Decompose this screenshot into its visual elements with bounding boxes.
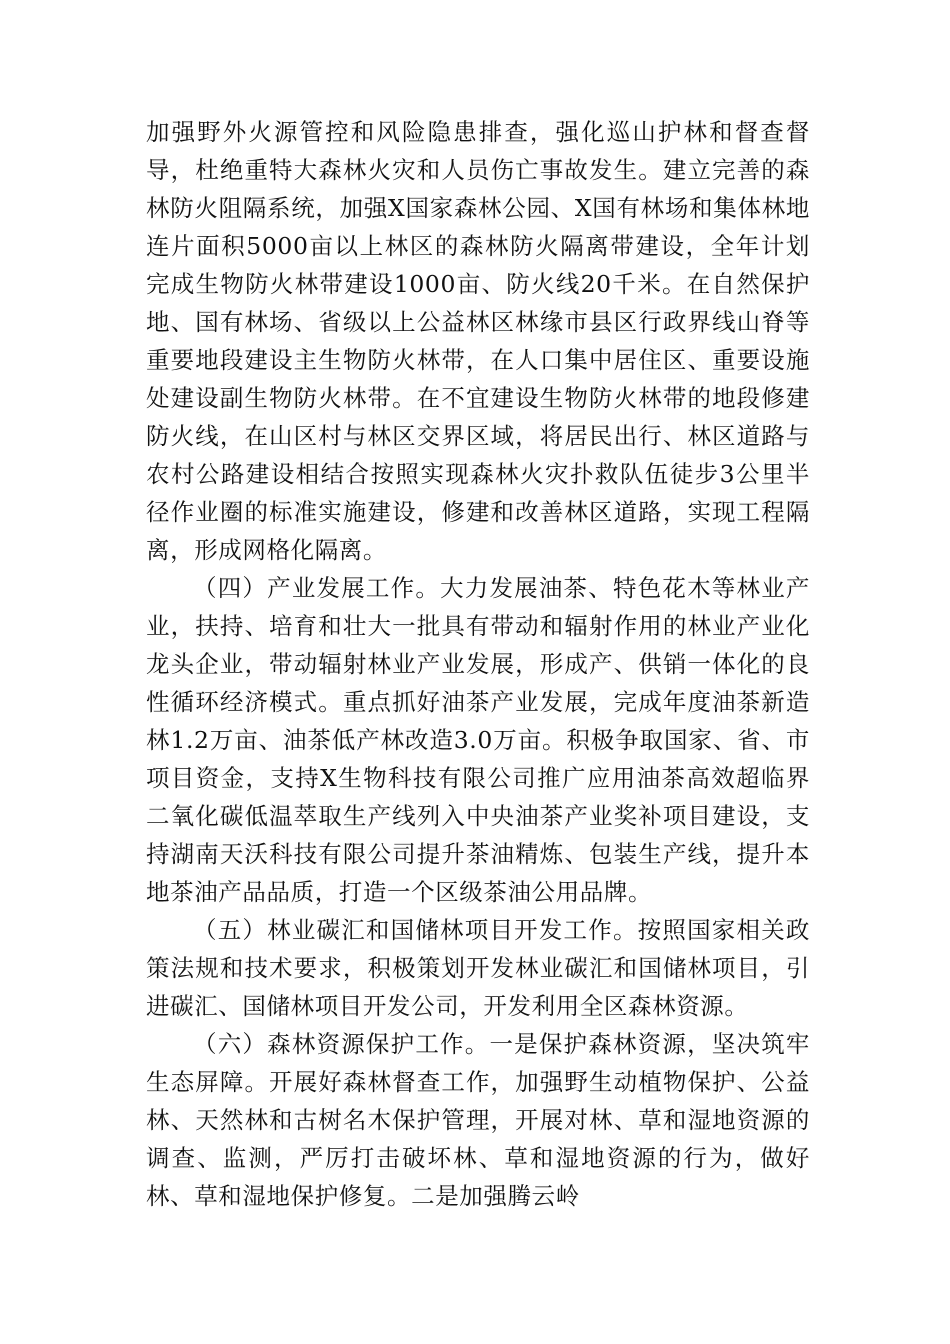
paragraph-industry-development: （四）产业发展工作。大力发展油茶、特色花木等林业产业，扶持、培育和壮大一批具有带动和辐射作用的林业产业化龙头企业，带动辐射林业产业发展，形成产、供销一体化的良性循环经济模式。重点抓好油茶产业发展，完成年度油茶新造林1.2万亩、油茶低产林改造3.0万亩。积极争取国家、省、市项目资金，支持X生物科技有限公司推广应用油茶高效超临界二氧化碳低温萃取生产线列入中央油茶产业奖补项目建设，支持湖南天沃科技有限公司提升茶油精炼、包装生产线，提升本地茶油产品品质，打造一个区级茶油公用品牌。 bbox=[146, 574, 810, 906]
document-page bbox=[146, 113, 810, 1215]
paragraph-carbon-sink: （五）林业碳汇和国储林项目开发工作。按照国家相关政策法规和技术要求，积极策划开发林业碳汇和国储林项目，引进碳汇、国储林项目开发公司，开发利用全区森林资源。 bbox=[146, 916, 810, 1020]
paragraph-forest-protection: （六）森林资源保护工作。一是保护森林资源，坚决筑牢生态屏障。开展好森林督查工作，加强野生动植物保护、公益林、天然林和古树名木保护管理，开展对林、草和湿地资源的调查、监测，严厉打击破坏林、草和湿地资源的行为，做好林、草和湿地保护修复。二是加强腾云岭 bbox=[146, 1030, 810, 1210]
paragraph-fire-prevention: 加强野外火源管控和风险隐患排查，强化巡山护林和督查督导，杜绝重特大森林火灾和人员伤亡事故发生。建立完善的森林防火阻隔系统，加强X国家森林公园、X国有林场和集体林地连片面积5000亩以上林区的森林防火隔离带建设，全年计划完成生物防火林带建设1000亩、防火线20千米。在自然保护地、国有林场、省级以上公益林区林缘市县区行政界线山脊等重要地段建设主生物防火林带，在人口集中居住区、重要设施处建设副生物防火林带。在不宜建设生物防火林带的地段修建防火线，在山区村与林区交界区域，将居民出行、林区道路与农村公路建设相结合按照实现森林火灾扑救队伍徒步3公里半径作业圈的标准实施建设，修建和改善林区道路，实现工程隔离，形成网格化隔离。 bbox=[146, 118, 810, 564]
